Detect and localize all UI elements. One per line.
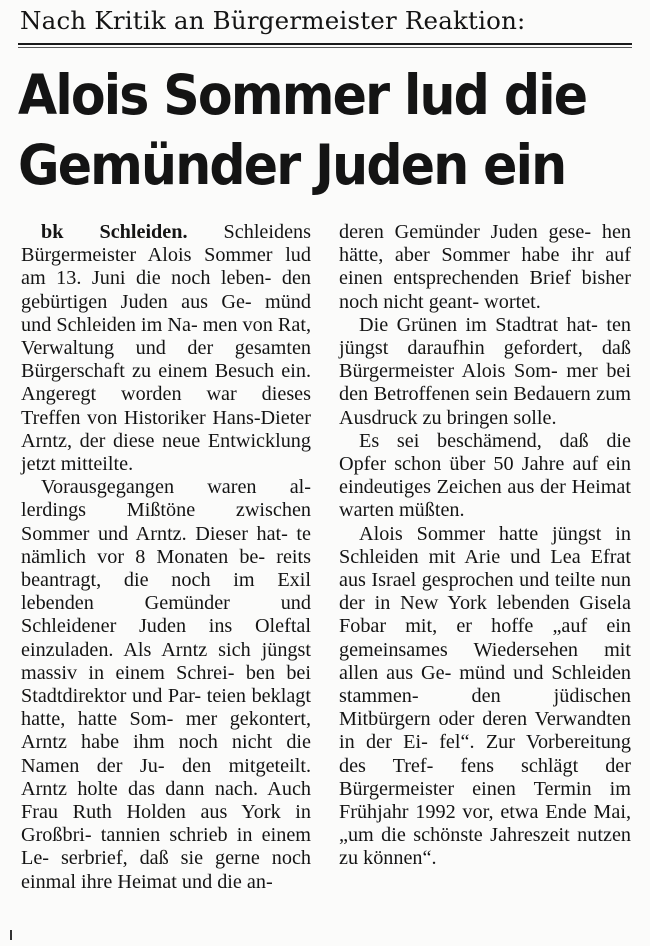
paragraph: Vorausgegangen waren al- lerdings Mißtöne zwischen Sommer und Arntz. Dieser hat- te nämlich vor 8 Monaten be- reits beantragt, die noch im Exil lebenden Gemünder und Schleidener Juden ins Oleftal einzuladen. Als Arntz sich jüngst massiv in einem Schrei- ben bei Stadtdirektor und Par- teien beklagt hatte, hatte Som- mer gekontert, Arntz habe ihm noch nicht die Namen der Ju- den mitgeteilt. Arntz holte das dann nach. Auch Frau Ruth Holden aus York in Großbri- tannien schrieb in einem Le- serbrief, daß sie gerne noch einmal ihre Heimat und die an- xyxy=(21,476,311,893)
kicker-rule xyxy=(18,43,632,45)
article-column-left xyxy=(21,221,311,894)
edge-mark xyxy=(10,930,12,940)
headline-line-1: Alois Sommer lud die xyxy=(18,63,587,127)
paragraph: Es sei beschämend, daß die Opfer schon über 50 Jahre auf ein eindeutiges Zeichen aus der Heimat warten müßten. xyxy=(339,429,631,522)
kicker: Nach Kritik an Bürgermeister Reaktion: xyxy=(20,6,526,35)
headline-line-2: Gemünder Juden ein xyxy=(18,133,566,197)
article-column-right xyxy=(339,221,631,871)
paragraph: deren Gemünder Juden gese- hen hätte, aber Sommer habe ihr auf einen entsprechenden Brief bisher noch nicht geant- wortet. xyxy=(339,221,631,313)
paragraph-text: Schleidens Bürgermeister Alois Sommer lud am 13. Juni die noch leben- den gebürtigen Juden aus Ge- münd und Schleiden im Na- men von Rat, Verwaltung und der gesamten Bürgerschaft zu einem Besuch ein. Angeregt worden war dieses Treffen von Historiker Hans-Dieter Arntz, der diese neue Entwicklung jetzt mitteilte. xyxy=(21,221,312,476)
kicker-rule-thin xyxy=(18,47,632,48)
dateline: bk Schleiden. xyxy=(41,221,188,243)
paragraph: Die Grünen im Stadtrat hat- ten jüngst daraufhin gefordert, daß Bürgermeister Alois Som- mer bei den Betroffenen sein Bedauern zum Ausdruck zu bringen solle. xyxy=(339,313,631,429)
paragraph: Alois Sommer hatte jüngst in Schleiden mit Arie und Lea Efrat aus Israel gesprochen und teilte nun der in New York lebenden Gisela Fobar mit, er hoffe „auf ein gemeinsames Wiedersehen mit allen aus Ge- münd und Schleiden stammen- den jüdischen Mitbürgern oder deren Verwandten in der Ei- fel“. Zur Vorbereitung des Tref- fens schlägt der Bürgermeister einen Termin im Frühjahr 1992 vor, etwa Ende Mai, „um die schönste Jahreszeit nutzen zu können“. xyxy=(339,522,631,870)
paragraph xyxy=(21,221,311,476)
headline xyxy=(18,60,588,200)
